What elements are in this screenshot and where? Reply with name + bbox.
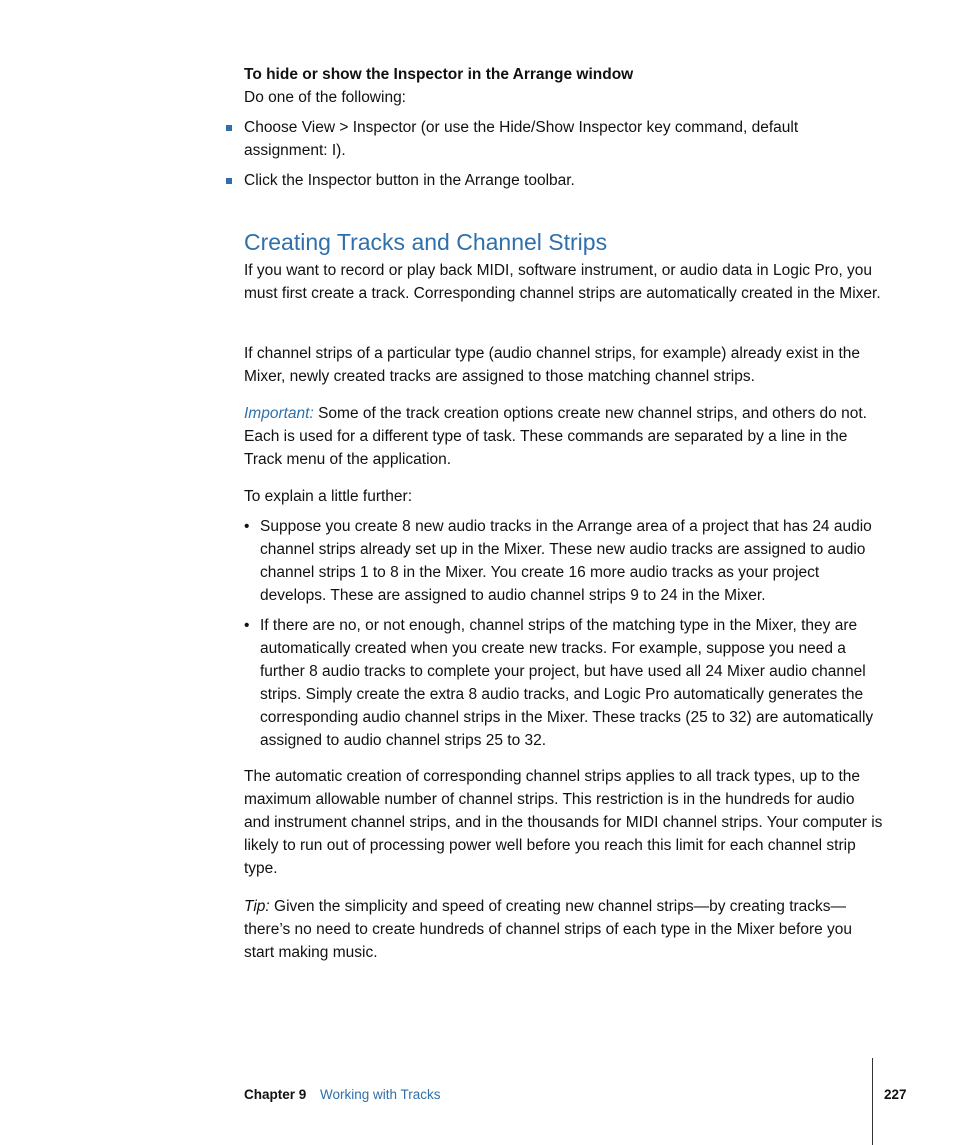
tip-note <box>244 895 884 964</box>
important-note <box>244 402 884 471</box>
list-item-text: Suppose you create 8 new audio tracks in the Arrange area of a project that has 24 audio channel strips already set up in the Mixer. These new audio tracks are assigned to audio channel strips 1 to 8 in the Mixer. You create 16 more audio tracks as your project develops. These are assigned to audio channel strips 9 to 24 in the Mixer. <box>260 518 872 604</box>
step-text: Choose View > Inspector (or use the Hide/Show Inspector key command, default assignment: I). <box>244 119 799 159</box>
footer-chapter: Chapter 9 <box>244 1087 307 1102</box>
step-item <box>244 169 874 192</box>
square-bullet-icon <box>226 125 232 131</box>
bullet-icon: • <box>244 617 250 634</box>
paragraph: To explain a little further: <box>244 488 413 505</box>
list-item <box>244 614 880 752</box>
step-text: Click the Inspector button in the Arrange toolbar. <box>244 172 575 189</box>
paragraph: The automatic creation of corresponding channel strips applies to all track types, up to the maximum allowable number of channel strips. This restriction is in the hundreds for audio and instrument channel strips, and in the thousands for MIDI channel strips. Your computer is likely to run out of processing power well before you reach this limit for each channel strip type. <box>244 768 883 877</box>
page-number: 227 <box>884 1087 907 1102</box>
footer-chapter-title: Working with Tracks <box>320 1087 441 1102</box>
paragraph: If channel strips of a particular type (audio channel strips, for example) already exist in the Mixer, newly created tracks are assigned to those matching channel strips. <box>244 345 861 385</box>
task-title: To hide or show the Inspector in the Arrange window <box>244 66 634 83</box>
step-item <box>244 116 874 162</box>
tip-label: Tip: <box>244 898 270 915</box>
bullet-icon: • <box>244 518 250 535</box>
task-intro: Do one of the following: <box>244 89 406 106</box>
list-item <box>244 515 880 607</box>
section-heading: Creating Tracks and Channel Strips <box>244 229 608 255</box>
square-bullet-icon <box>226 178 232 184</box>
important-text: Some of the track creation options create new channel strips, and others do not. Each is used for a different type of task. These commands are separated by a line in the Track menu of the application. <box>244 405 867 468</box>
tip-text: Given the simplicity and speed of creating new channel strips—by creating tracks—there’s no need to create hundreds of channel strips of each type in the Mixer before you start making music. <box>244 898 853 961</box>
paragraph: If you want to record or play back MIDI, software instrument, or audio data in Logic Pro, you must first create a track. Corresponding channel strips are automatically created in the Mixer. <box>244 262 881 302</box>
list-item-text: If there are no, or not enough, channel strips of the matching type in the Mixer, they are automatically created when you create new tracks. For example, suppose you need a further 8 audio tracks to complete your project, but have used all 24 Mixer audio channel strips. Simply create the extra 8 audio tracks, and Logic Pro automatically generates the corresponding audio channel strips in the Mixer. These tracks (25 to 32) are automatically assigned to audio channel strips 25 to 32. <box>260 617 874 749</box>
footer-divider <box>872 1058 873 1145</box>
important-label: Important: <box>244 405 314 422</box>
